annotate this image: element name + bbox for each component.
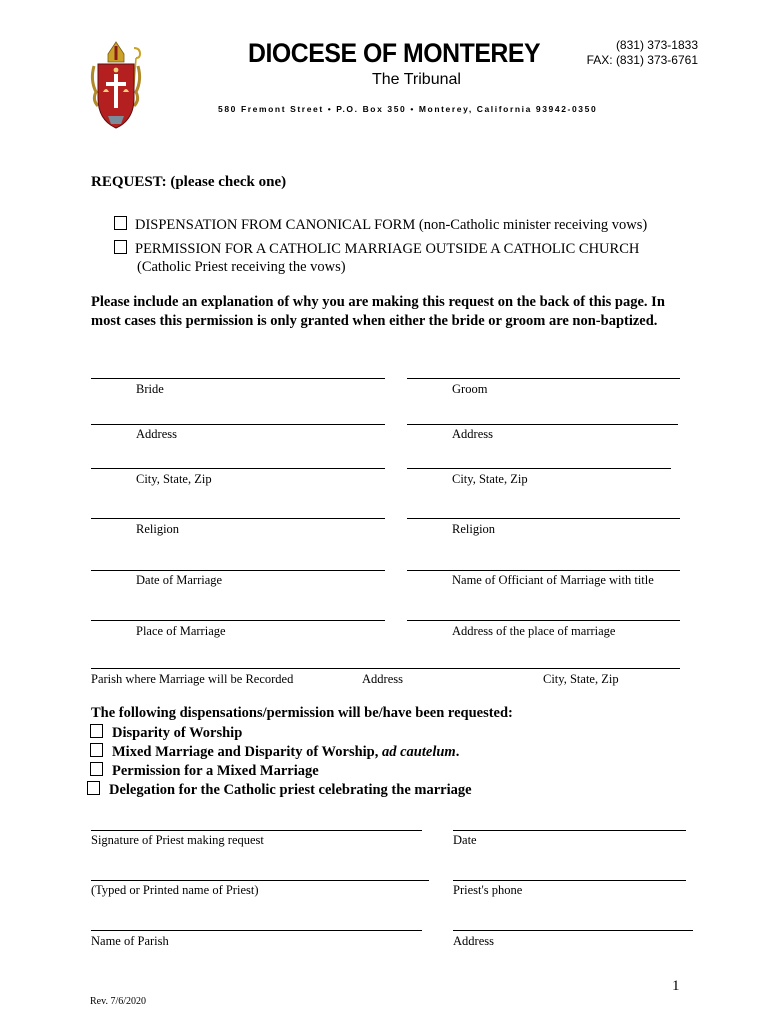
groom-city-line[interactable] — [407, 468, 671, 469]
officiant-line[interactable] — [407, 570, 680, 571]
option-permission-label: PERMISSION FOR A CATHOLIC MARRIAGE OUTSIDE A CATHOLIC CHURCH — [135, 241, 640, 257]
dispensation-item — [90, 724, 242, 742]
option-permission — [114, 240, 639, 258]
address-label: Address — [453, 934, 494, 948]
page-number: 1 — [672, 978, 680, 994]
dispensations-heading: The following dispensations/permission will be/have been requested: — [91, 705, 513, 721]
request-heading: REQUEST: (please check one) — [91, 174, 287, 190]
parish-record-line[interactable] — [91, 668, 680, 669]
groom-label: Groom — [452, 382, 488, 396]
place-of-marriage-label: Place of Marriage — [136, 624, 226, 638]
dispensation-item-label: Mixed Marriage and Disparity of Worship, — [112, 744, 382, 760]
bride-city-line[interactable] — [91, 468, 385, 469]
explanation-note: Please include an explanation of why you are making this request on the back of this page. In most cases this permission is only granted when either the bride or groom are non-baptized. — [91, 294, 665, 329]
place-address-line[interactable] — [407, 620, 680, 621]
option-dispensation — [114, 216, 647, 234]
checkbox-dispensation[interactable] — [114, 216, 127, 230]
dispensation-item — [87, 781, 472, 799]
groom-city-label: City, State, Zip — [452, 472, 528, 486]
priest-phone-label: Priest's phone — [453, 883, 523, 897]
date-of-marriage-line[interactable] — [91, 570, 385, 571]
contact-block — [587, 38, 698, 68]
dispensation-item-suffix: . — [455, 744, 460, 760]
diocese-address: 580 Fremont Street • P.O. Box 350 • Monterey, California 93942-0350 — [218, 104, 598, 114]
phone-number: (831) 373-1833 — [615, 38, 698, 52]
diocese-title: DIOCESE OF MONTEREY — [248, 38, 541, 68]
priest-name-line[interactable] — [91, 880, 429, 881]
fax-number: FAX: (831) 373-6761 — [586, 53, 698, 67]
checkbox-delegation[interactable] — [87, 781, 100, 795]
dispensation-item — [90, 762, 319, 780]
place-of-marriage-line[interactable] — [91, 620, 385, 621]
priest-signature-line[interactable] — [91, 830, 422, 831]
parish-city-label: City, State, Zip — [543, 672, 619, 686]
bride-city-label: City, State, Zip — [136, 472, 212, 486]
bride-label: Bride — [136, 382, 164, 396]
place-address-label: Address of the place of marriage — [452, 624, 616, 638]
parish-name-label: Name of Parish — [91, 934, 169, 948]
bride-religion-label: Religion — [136, 522, 180, 536]
priest-phone-line[interactable] — [453, 880, 686, 881]
groom-line[interactable] — [407, 378, 680, 379]
dispensation-item-label: Disparity of Worship — [112, 725, 243, 741]
officiant-label: Name of Officiant of Marriage with title — [452, 573, 654, 587]
bride-address-label: Address — [136, 427, 177, 441]
date-label: Date — [453, 833, 477, 847]
address-line[interactable] — [453, 930, 693, 931]
priest-name-label: (Typed or Printed name of Priest) — [91, 883, 259, 897]
checkbox-mixed-disparity[interactable] — [90, 743, 103, 757]
bride-religion-line[interactable] — [91, 518, 385, 519]
diocese-crest-logo — [88, 40, 144, 136]
dispensation-item-italic: ad cautelum — [382, 744, 456, 760]
bride-address-line[interactable] — [91, 424, 385, 425]
parish-address-label: Address — [362, 672, 403, 686]
dispensation-item-label: Permission for a Mixed Marriage — [112, 763, 319, 779]
date-line[interactable] — [453, 830, 686, 831]
option-permission-subtext: (Catholic Priest receiving the vows) — [137, 259, 346, 275]
dispensation-item — [90, 743, 459, 761]
revision-date: Rev. 7/6/2020 — [90, 996, 147, 1007]
groom-religion-line[interactable] — [407, 518, 680, 519]
parish-name-line[interactable] — [91, 930, 422, 931]
groom-religion-label: Religion — [452, 522, 496, 536]
bride-line[interactable] — [91, 378, 385, 379]
priest-signature-label: Signature of Priest making request — [91, 833, 264, 847]
tribunal-subtitle: The Tribunal — [372, 71, 461, 88]
checkbox-mixed-marriage[interactable] — [90, 762, 103, 776]
dispensation-item-label: Delegation for the Catholic priest celebrating the marriage — [109, 782, 472, 798]
checkbox-permission[interactable] — [114, 240, 127, 254]
option-dispensation-label: DISPENSATION FROM CANONICAL FORM (non-Catholic minister receiving vows) — [135, 217, 648, 233]
checkbox-disparity[interactable] — [90, 724, 103, 738]
parish-record-label: Parish where Marriage will be Recorded — [91, 672, 294, 686]
date-of-marriage-label: Date of Marriage — [136, 573, 223, 587]
groom-address-label: Address — [452, 427, 493, 441]
groom-address-line[interactable] — [407, 424, 678, 425]
